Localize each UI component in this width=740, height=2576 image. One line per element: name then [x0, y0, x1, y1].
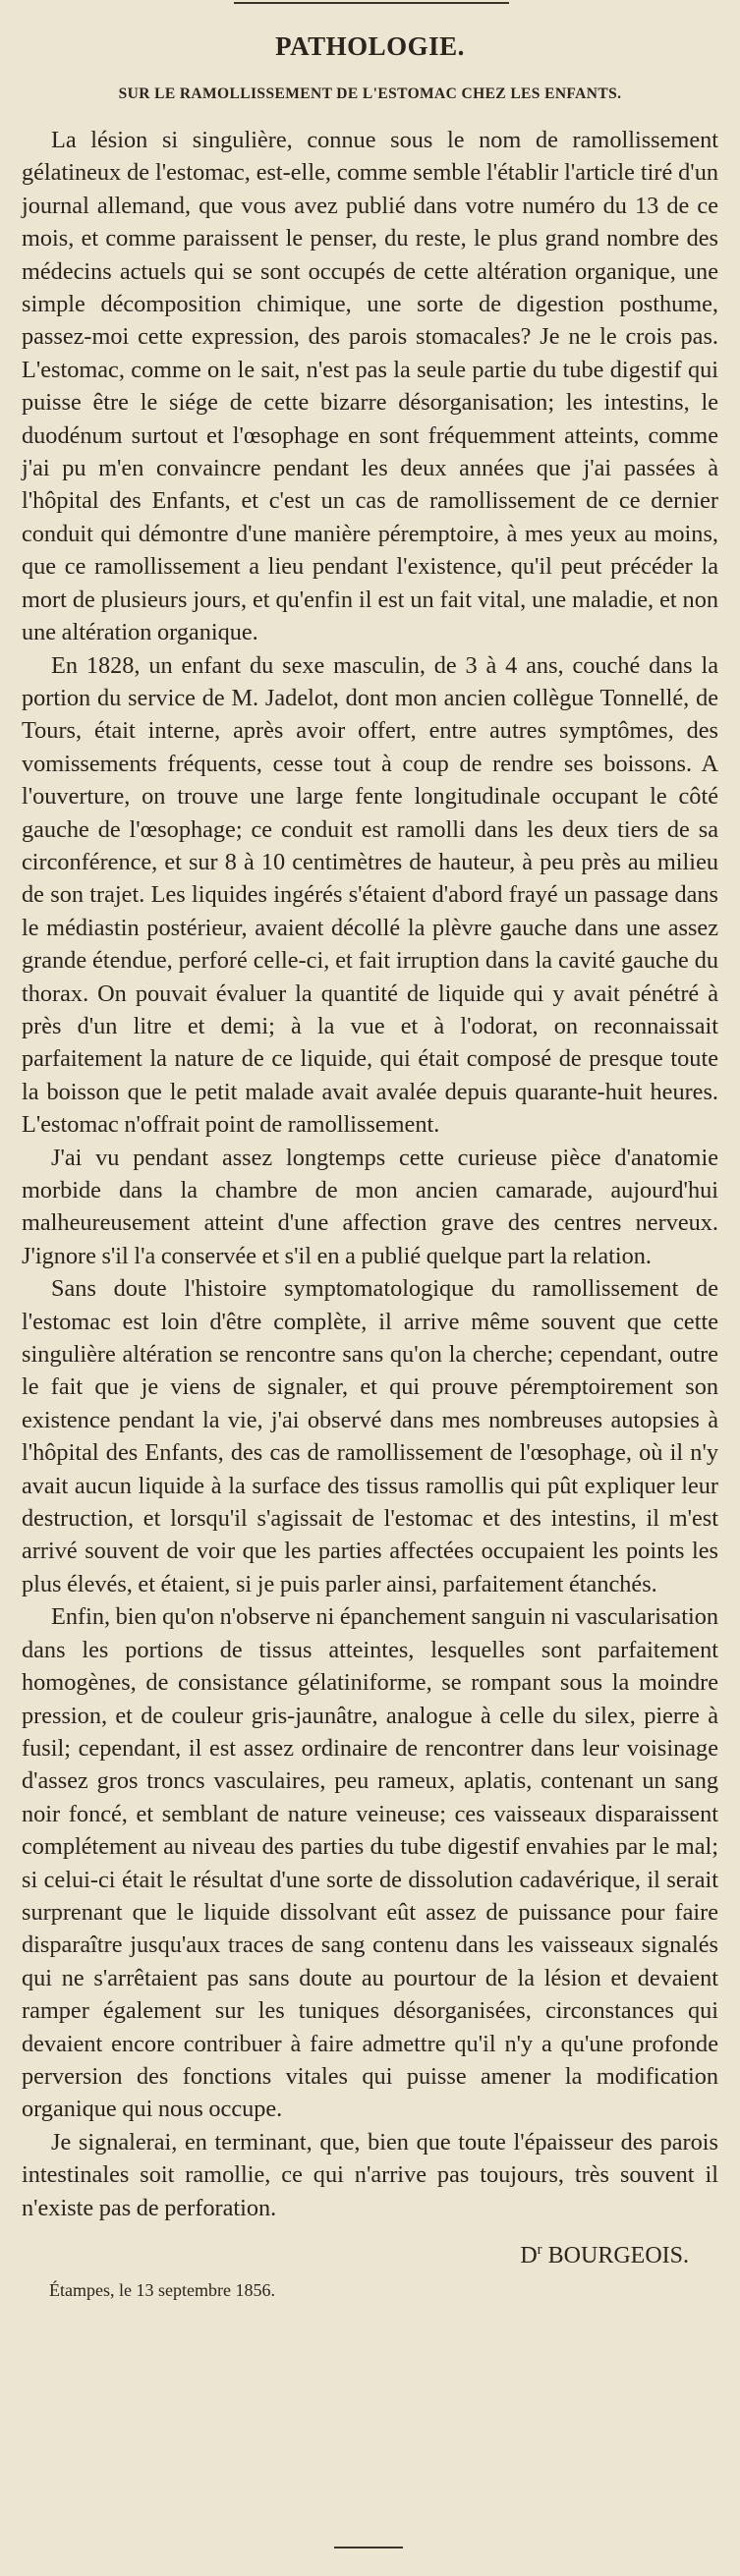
paragraph-1: La lésion si singulière, connue sous le nom de ramollissement gélatineux de l'estomac, est-elle, comme semble l'établir l'article tiré d'un journal allemand, que vous avez publié dans votre numéro du 13 de ce mois, et comme paraissent le penser, du reste, le plus grand nombre des médecins actuels qui se sont occupés de cette altération organique, une simple décomposition chimique, une sorte de digestion posthume, passez-moi cette expression, des parois stomacales? Je ne le crois pas. L'estomac, comme on le sait, n'est pas la seule partie du tube digestif qui puisse être le siége de cette bizarre désorganisation; les intestins, le duodénum surtout et l'œsophage en sont fréquemment atteints, comme j'ai pu m'en convaincre pendant les deux années que j'ai passées à l'hôpital des Enfants, et c'est un cas de ramollissement de ce dernier conduit qui démontre d'une manière péremptoire, à mes yeux au moins, que ce ramollissement a lieu pendant l'existence, qu'il peut précéder la mort de plusieurs jours, et qu'enfin il est un fait vital, une maladie, et non une altération organique.: [22, 127, 718, 646]
paragraph-5: Enfin, bien qu'on n'observe ni épanchement sanguin ni vascularisation dans les portions de tissus atteintes, lesquelles sont parfaitement homogènes, de consistance gélatiniforme, se rompant sous la moindre pression, et de couleur gris-jaunâtre, analogue à celle du silex, pierre à fusil; cependant, il est assez ordinaire de rencontrer dans leur voisinage d'assez gros troncs vasculaires, peu rameux, aplatis, contenant un sang noir foncé, et semblant de nature veineuse; ces vaisseaux disparaissent complétement au niveau des parties du tube digestif envahies par le mal; si celui-ci était le résultat d'une sorte de dissolution cadavérique, il serait surprenant que le liquide dissolvant eût assez de puissance pour faire disparaître jusqu'aux traces de sang contenu dans les vaisseaux signalés qui ne s'arrêtaient pas sans doute au pourtour de la lésion et devaient ramper également sur les tuniques désorganisées, circonstances qui devaient encore contribuer à faire admettre qu'il n'y a qu'une profonde perversion des fonctions vitales qui puisse amener la modification organique qui nous occupe.: [22, 1603, 718, 2123]
top-rule: [234, 2, 509, 4]
paragraph-4: Sans doute l'histoire symptomatologique du ramollissement de l'estomac est loin d'être complète, il arrive même souvent que cette singulière altération se rencontre sans qu'on la cherche; cependant, outre le fait que je viens de signaler, et qui prouve péremptoirement son existence pendant la vie, j'ai observé dans mes nombreuses autopsies à l'hôpital des Enfants, des cas de ramollissement de l'œsophage, où il n'y avait aucun liquide à la surface des tissus ramollis qui pût expliquer leur destruction, et lorsqu'il s'agissait de l'estomac et des intestins, il m'est arrivé souvent de voir que les parties affectées occupaient les points les plus élevés, et étaient, si je puis parler ainsi, parfaitement étanchés.: [22, 1275, 718, 1597]
bottom-rule: [334, 2547, 403, 2548]
dateline: Étampes, le 13 septembre 1856.: [49, 2280, 275, 2300]
paragraph-3: J'ai vu pendant assez longtemps cette curieuse pièce d'anatomie morbide dans la chambre de mon ancien camarade, aujourd'hui malheureusement atteint d'une affection grave des centres nerveux. J'ignore s'il l'a conservée et s'il en a publié quelque part la relation.: [22, 1144, 718, 1269]
article-title: SUR LE RAMOLLISSEMENT DE L'ESTOMAC CHEZ LES ENFANTS.: [118, 85, 622, 102]
signature-superscript: r: [537, 2242, 542, 2258]
signature-prefix: D: [520, 2243, 538, 2268]
section-heading: PATHOLOGIE.: [275, 31, 465, 61]
paragraph-6: Je signalerai, en terminant, que, bien que toute l'épaisseur des parois intestinales soit ramollie, ce qui n'arrive pas toujours, très souvent il n'existe pas de perforation.: [22, 2128, 718, 2221]
paragraph-2: En 1828, un enfant du sexe masculin, de 3 à 4 ans, couché dans la portion du service de M. Jadelot, dont mon ancien collègue Tonnellé, de Tours, était interne, après avoir offert, entre autres symptômes, des vomissements fréquents, cesse tout à coup de rendre ses boissons. A l'ouverture, on trouve une large fente longitudinale occupant le côté gauche de l'œsophage; ce conduit est ramolli dans les deux tiers de sa circonférence, et sur 8 à 10 centimètres de hauteur, à peu près au milieu de son trajet. Les liquides ingérés s'étaient d'abord frayé un passage dans le médiastin postérieur, avaient décollé la plèvre gauche dans une assez grande étendue, perforé celle-ci, et fait irruption dans la cavité gauche du thorax. On pouvait évaluer la quantité de liquide qui y avait pénétré à près d'un litre et demi; à la vue et à l'odorat, on reconnaissait parfaitement la nature de ce liquide, qui était composé de presque toute la boisson que le petit malade avait avalée depuis quarante-huit heures. L'estomac n'offrait point de ramollissement.: [22, 651, 718, 1139]
article-body: [22, 124, 718, 2224]
signature-name: BOURGEOIS.: [547, 2243, 689, 2268]
author-signature: [22, 2234, 718, 2272]
